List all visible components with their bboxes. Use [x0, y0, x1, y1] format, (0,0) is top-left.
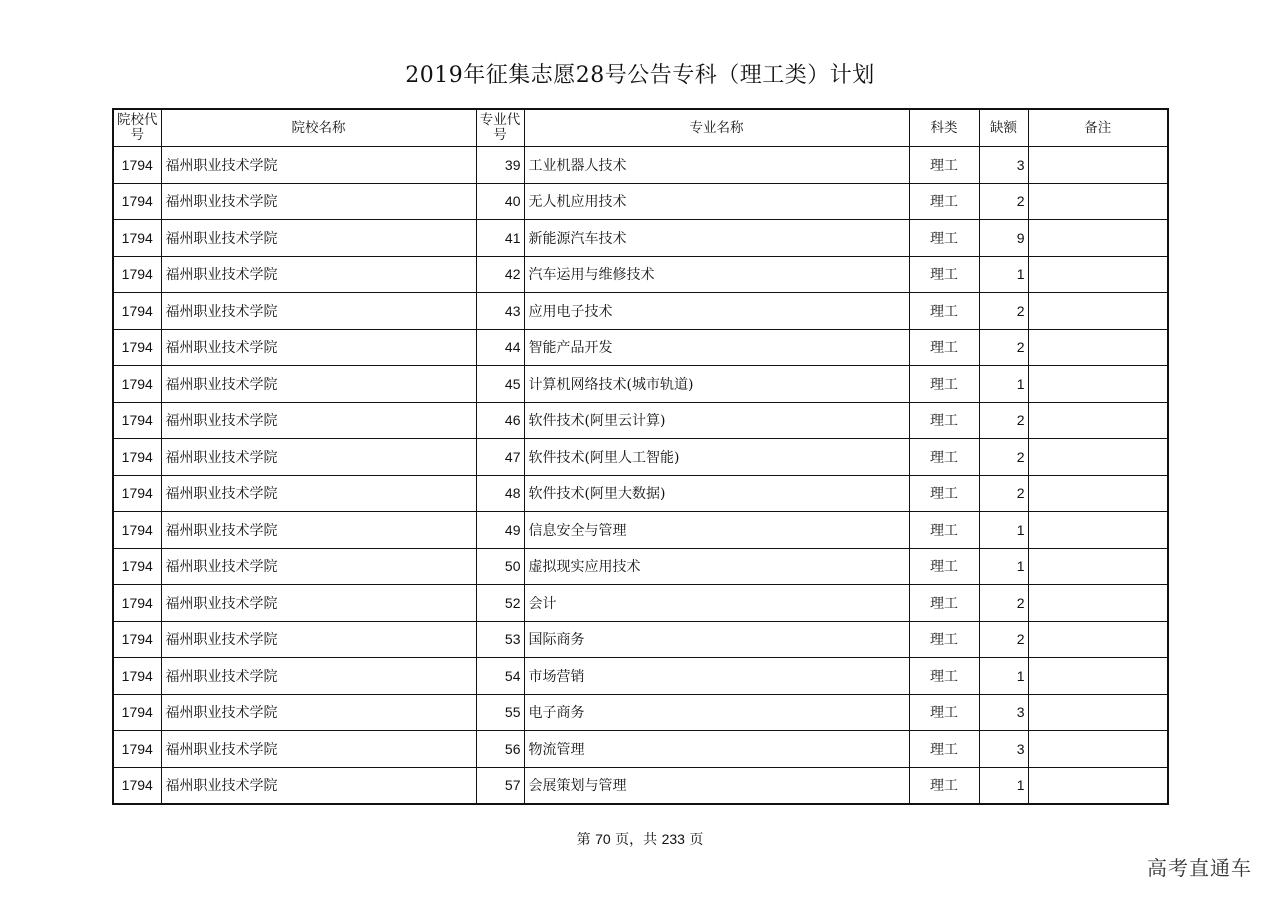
- header-school-code: 院校代号: [113, 109, 161, 147]
- cell-school-code: 1794: [113, 256, 161, 293]
- cell-major-name: 无人机应用技术: [524, 183, 909, 220]
- cell-major-name: 国际商务: [524, 621, 909, 658]
- cell-major-code: 43: [476, 293, 524, 330]
- table-header-row: [113, 109, 1168, 147]
- cell-remark: [1028, 694, 1168, 731]
- header-major-name: 专业名称: [524, 109, 909, 147]
- cell-category: 理工: [909, 767, 979, 804]
- table-body: [113, 147, 1168, 805]
- cell-school-name: 福州职业技术学院: [161, 475, 476, 512]
- cell-category: 理工: [909, 658, 979, 695]
- footer-suffix: 页: [689, 832, 704, 848]
- cell-major-code: 48: [476, 475, 524, 512]
- cell-category: 理工: [909, 548, 979, 585]
- cell-school-code: 1794: [113, 475, 161, 512]
- cell-school-name: 福州职业技术学院: [161, 439, 476, 476]
- cell-major-code: 44: [476, 329, 524, 366]
- table-row: [113, 767, 1168, 804]
- cell-major-code: 50: [476, 548, 524, 585]
- page-footer: [0, 829, 1280, 849]
- cell-major-code: 54: [476, 658, 524, 695]
- cell-vacancy: 1: [979, 767, 1028, 804]
- footer-total-pages: 233: [661, 831, 685, 847]
- table-row: [113, 475, 1168, 512]
- watermark-text: 高考直通车: [1147, 856, 1252, 880]
- cell-school-name: 福州职业技术学院: [161, 512, 476, 549]
- cell-school-code: 1794: [113, 220, 161, 257]
- table-row: [113, 256, 1168, 293]
- table-row: [113, 147, 1168, 184]
- cell-category: 理工: [909, 694, 979, 731]
- cell-major-name: 会展策划与管理: [524, 767, 909, 804]
- cell-category: 理工: [909, 183, 979, 220]
- cell-school-code: 1794: [113, 293, 161, 330]
- cell-category: 理工: [909, 402, 979, 439]
- cell-school-name: 福州职业技术学院: [161, 767, 476, 804]
- cell-vacancy: 9: [979, 220, 1028, 257]
- table-row: [113, 585, 1168, 622]
- cell-major-code: 49: [476, 512, 524, 549]
- cell-major-name: 会计: [524, 585, 909, 622]
- footer-page-number: 70: [595, 831, 611, 847]
- cell-category: 理工: [909, 512, 979, 549]
- cell-category: 理工: [909, 621, 979, 658]
- header-remark: 备注: [1028, 109, 1168, 147]
- cell-category: 理工: [909, 293, 979, 330]
- cell-category: 理工: [909, 366, 979, 403]
- header-vacancy: 缺额: [979, 109, 1028, 147]
- cell-school-name: 福州职业技术学院: [161, 183, 476, 220]
- cell-category: 理工: [909, 475, 979, 512]
- cell-major-code: 57: [476, 767, 524, 804]
- cell-school-name: 福州职业技术学院: [161, 147, 476, 184]
- cell-school-code: 1794: [113, 402, 161, 439]
- cell-major-code: 41: [476, 220, 524, 257]
- cell-school-name: 福州职业技术学院: [161, 329, 476, 366]
- cell-vacancy: 2: [979, 585, 1028, 622]
- cell-remark: [1028, 329, 1168, 366]
- cell-remark: [1028, 585, 1168, 622]
- cell-category: 理工: [909, 731, 979, 768]
- cell-vacancy: 1: [979, 512, 1028, 549]
- table-row: [113, 402, 1168, 439]
- cell-category: 理工: [909, 329, 979, 366]
- cell-major-code: 55: [476, 694, 524, 731]
- cell-major-code: 56: [476, 731, 524, 768]
- table-row: [113, 658, 1168, 695]
- footer-prefix: 第: [576, 832, 591, 848]
- cell-major-name: 电子商务: [524, 694, 909, 731]
- cell-school-code: 1794: [113, 439, 161, 476]
- cell-category: 理工: [909, 256, 979, 293]
- cell-major-code: 47: [476, 439, 524, 476]
- cell-remark: [1028, 475, 1168, 512]
- cell-school-name: 福州职业技术学院: [161, 402, 476, 439]
- cell-remark: [1028, 548, 1168, 585]
- cell-major-code: 46: [476, 402, 524, 439]
- cell-school-code: 1794: [113, 731, 161, 768]
- cell-major-name: 信息安全与管理: [524, 512, 909, 549]
- cell-remark: [1028, 256, 1168, 293]
- cell-major-name: 虚拟现实应用技术: [524, 548, 909, 585]
- cell-vacancy: 3: [979, 731, 1028, 768]
- cell-major-code: 45: [476, 366, 524, 403]
- cell-major-code: 39: [476, 147, 524, 184]
- cell-vacancy: 1: [979, 256, 1028, 293]
- cell-major-name: 计算机网络技术(城市轨道): [524, 366, 909, 403]
- cell-school-code: 1794: [113, 366, 161, 403]
- cell-school-code: 1794: [113, 621, 161, 658]
- cell-major-name: 软件技术(阿里人工智能): [524, 439, 909, 476]
- cell-school-code: 1794: [113, 329, 161, 366]
- table-row: [113, 512, 1168, 549]
- cell-major-name: 软件技术(阿里大数据): [524, 475, 909, 512]
- cell-school-name: 福州职业技术学院: [161, 293, 476, 330]
- cell-school-name: 福州职业技术学院: [161, 731, 476, 768]
- cell-remark: [1028, 366, 1168, 403]
- cell-vacancy: 2: [979, 402, 1028, 439]
- cell-major-name: 软件技术(阿里云计算): [524, 402, 909, 439]
- cell-school-name: 福州职业技术学院: [161, 366, 476, 403]
- cell-remark: [1028, 658, 1168, 695]
- footer-middle: 页，共: [615, 832, 658, 848]
- table-row: [113, 183, 1168, 220]
- cell-vacancy: 1: [979, 366, 1028, 403]
- cell-vacancy: 2: [979, 439, 1028, 476]
- cell-school-code: 1794: [113, 658, 161, 695]
- table-row: [113, 366, 1168, 403]
- cell-remark: [1028, 402, 1168, 439]
- cell-vacancy: 2: [979, 621, 1028, 658]
- cell-school-name: 福州职业技术学院: [161, 621, 476, 658]
- cell-major-name: 应用电子技术: [524, 293, 909, 330]
- cell-remark: [1028, 512, 1168, 549]
- cell-remark: [1028, 220, 1168, 257]
- cell-vacancy: 2: [979, 183, 1028, 220]
- cell-vacancy: 3: [979, 147, 1028, 184]
- cell-school-code: 1794: [113, 767, 161, 804]
- cell-school-name: 福州职业技术学院: [161, 694, 476, 731]
- cell-school-code: 1794: [113, 548, 161, 585]
- cell-remark: [1028, 731, 1168, 768]
- cell-vacancy: 2: [979, 293, 1028, 330]
- cell-remark: [1028, 293, 1168, 330]
- table-row: [113, 548, 1168, 585]
- cell-vacancy: 2: [979, 475, 1028, 512]
- cell-school-name: 福州职业技术学院: [161, 548, 476, 585]
- cell-major-name: 汽车运用与维修技术: [524, 256, 909, 293]
- table-row: [113, 439, 1168, 476]
- header-category: 科类: [909, 109, 979, 147]
- cell-category: 理工: [909, 147, 979, 184]
- cell-school-code: 1794: [113, 512, 161, 549]
- table-row: [113, 220, 1168, 257]
- cell-remark: [1028, 439, 1168, 476]
- cell-remark: [1028, 147, 1168, 184]
- cell-major-name: 市场营销: [524, 658, 909, 695]
- table-row: [113, 621, 1168, 658]
- cell-category: 理工: [909, 585, 979, 622]
- cell-school-code: 1794: [113, 585, 161, 622]
- cell-vacancy: 2: [979, 329, 1028, 366]
- header-school-name: 院校名称: [161, 109, 476, 147]
- cell-school-code: 1794: [113, 147, 161, 184]
- plan-table: [112, 108, 1169, 805]
- table-row: [113, 694, 1168, 731]
- cell-school-name: 福州职业技术学院: [161, 585, 476, 622]
- cell-category: 理工: [909, 220, 979, 257]
- header-major-code: 专业代号: [476, 109, 524, 147]
- cell-major-code: 42: [476, 256, 524, 293]
- cell-remark: [1028, 183, 1168, 220]
- cell-major-code: 53: [476, 621, 524, 658]
- cell-school-code: 1794: [113, 183, 161, 220]
- cell-remark: [1028, 621, 1168, 658]
- cell-major-code: 40: [476, 183, 524, 220]
- cell-major-name: 新能源汽车技术: [524, 220, 909, 257]
- table-row: [113, 329, 1168, 366]
- table-row: [113, 293, 1168, 330]
- cell-major-name: 工业机器人技术: [524, 147, 909, 184]
- cell-vacancy: 3: [979, 694, 1028, 731]
- cell-school-name: 福州职业技术学院: [161, 220, 476, 257]
- cell-major-name: 物流管理: [524, 731, 909, 768]
- cell-school-name: 福州职业技术学院: [161, 658, 476, 695]
- cell-vacancy: 1: [979, 548, 1028, 585]
- cell-major-code: 52: [476, 585, 524, 622]
- cell-school-code: 1794: [113, 694, 161, 731]
- cell-school-name: 福州职业技术学院: [161, 256, 476, 293]
- cell-vacancy: 1: [979, 658, 1028, 695]
- cell-remark: [1028, 767, 1168, 804]
- cell-major-name: 智能产品开发: [524, 329, 909, 366]
- table-row: [113, 731, 1168, 768]
- cell-category: 理工: [909, 439, 979, 476]
- page-title: 2019年征集志愿28号公告专科（理工类）计划: [405, 63, 875, 88]
